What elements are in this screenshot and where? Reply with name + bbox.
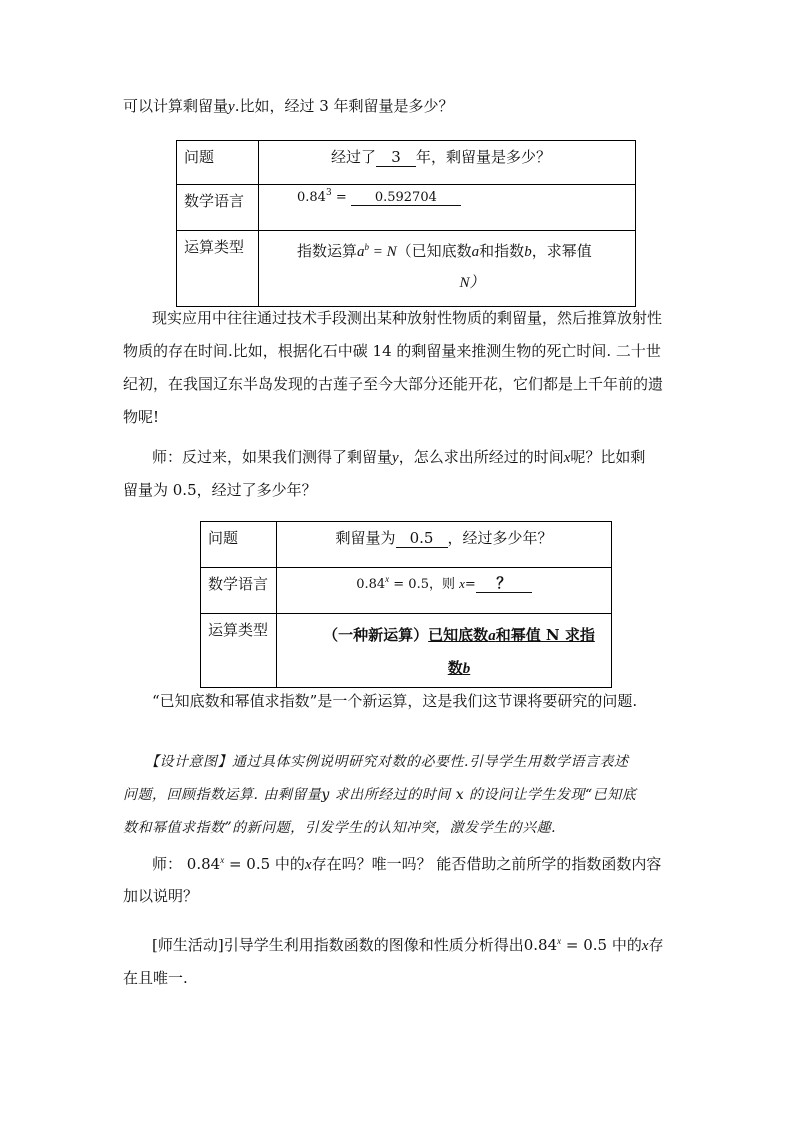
equals-sign: =	[464, 577, 476, 592]
var-x: x	[459, 576, 465, 591]
teacher-text: 存在吗？唯一吗？ 能否借助之前所学的指数函数内容	[311, 855, 662, 873]
operation-type-cell	[259, 231, 636, 307]
amount-blank: 0.5	[396, 530, 448, 548]
intro-line	[123, 90, 454, 124]
base-value: 0.84	[356, 577, 386, 592]
teacher-line	[152, 441, 645, 475]
row-label: 运算类型	[177, 231, 259, 307]
exponent: x	[557, 936, 562, 946]
eq-n: = N	[369, 244, 397, 260]
equals-text: = 0.5 中的	[224, 855, 305, 873]
row-label: 运算类型	[201, 614, 277, 688]
row-label: 问题	[177, 141, 259, 185]
var-x: x	[304, 857, 312, 873]
op-mid: 和指数	[479, 242, 525, 260]
op-tail: ，求幂值	[531, 242, 592, 260]
equals-sign: =	[331, 190, 351, 205]
reality-line: 现实应用中往往通过技术手段测出某种放射性物质的剩留量，然后推算放射性	[152, 309, 663, 327]
var-a: a	[488, 628, 496, 644]
result-blank: 0.592704	[351, 191, 461, 206]
op-known-power: 和幂值 N 求指	[495, 626, 595, 644]
var-x: x	[563, 450, 571, 466]
op-known-base: 已知底数	[428, 626, 489, 644]
math-language-cell	[277, 568, 612, 614]
base-value: 0.84	[186, 855, 221, 873]
var-a: a	[471, 244, 480, 260]
base-value: 0.84	[523, 936, 558, 954]
intro-text-end: .比如，经过 3 年剩留量是多少？	[234, 97, 454, 115]
teacher-question-line	[152, 848, 661, 882]
exponent: 3	[325, 188, 332, 198]
op-exponent: 数	[447, 659, 463, 677]
op-pre: 指数运算	[297, 242, 358, 260]
table-exponent	[176, 140, 636, 307]
table-row	[201, 568, 612, 614]
intro-text: 可以计算剩留量	[123, 97, 229, 115]
exp-b: b	[364, 242, 370, 252]
row-label: 数学语言	[201, 568, 277, 614]
math-language-cell	[259, 185, 636, 231]
question-cell	[277, 522, 612, 568]
table-row	[177, 231, 636, 307]
question-post: ，经过多少年？	[447, 529, 553, 547]
var-y: y	[392, 450, 399, 466]
teacher-text: ，怎么求出所经过的时间	[398, 448, 564, 466]
design-intent-line: 问题，回顾指数运算. 由剩留量y 求出所经过的时间 x 的设问让学生发现“已知底	[123, 787, 637, 803]
teacher-text: 师：反过来，如果我们测得了剩留量	[152, 448, 393, 466]
question-pre: 经过了	[331, 148, 377, 166]
row-label: 问题	[201, 522, 277, 568]
reality-line: 物呢!	[123, 408, 160, 426]
years-blank: 3	[376, 149, 416, 167]
exponent: x	[385, 574, 390, 584]
table-row	[201, 522, 612, 568]
op-post: （已知底数	[396, 242, 472, 260]
activity-text: [师生活动]引导学生利用指数函数的图像和性质分析得出	[152, 936, 524, 954]
teacher-question-line: 加以说明？	[123, 887, 199, 905]
table-row	[177, 185, 636, 231]
op-line2: N）	[459, 275, 485, 291]
reality-line: 纪初，在我国辽东半岛发现的古莲子至今大部分还能开花，它们都是上千年前的遗	[123, 375, 664, 393]
design-intent-line: 【设计意图】通过具体实例说明研究对数的必要性.引导学生用数学语言表述	[145, 754, 629, 770]
question-pre: 剩留量为	[335, 529, 396, 547]
equals-text: = 0.5 中的	[561, 936, 642, 954]
equals-text: = 0.5，则	[389, 577, 460, 592]
exponent: x	[220, 855, 225, 865]
teacher-text: 师：	[152, 855, 187, 873]
design-intent-line: 数和幂值求指数”的新问题，引发学生的认知冲突，激发学生的兴趣.	[123, 820, 557, 836]
question-post: 年，剩留量是多少？	[416, 148, 552, 166]
new-operation-line: “已知底数和幂值求指数”是一个新运算，这是我们这节课将要研究的问题.	[152, 692, 638, 710]
table-row	[177, 141, 636, 185]
table-new-operation	[200, 521, 612, 688]
var-y: y	[228, 99, 235, 115]
operation-type-cell	[277, 614, 612, 688]
reality-line: 物质的存在时间.比如，根据化石中碳 14 的剩留量来推测生物的死亡时间. 二十世	[123, 342, 661, 360]
op-pre: （一种新运算）	[323, 626, 429, 644]
teacher-text: 呢？比如剩	[570, 448, 646, 466]
activity-line	[152, 929, 664, 963]
var-b: b	[462, 661, 471, 677]
table-row	[201, 614, 612, 688]
question-cell	[259, 141, 636, 185]
var-b: b	[524, 244, 532, 260]
unknown-blank: ？	[476, 575, 532, 593]
activity-line: 在且唯一.	[123, 969, 188, 987]
activity-text: 存	[648, 936, 664, 954]
teacher-line: 留量为 0.5，经过了多少年？	[123, 481, 317, 499]
base-value: 0.84	[297, 190, 326, 205]
var-a: a	[357, 244, 365, 260]
var-x: x	[641, 938, 649, 954]
row-label: 数学语言	[177, 185, 259, 231]
